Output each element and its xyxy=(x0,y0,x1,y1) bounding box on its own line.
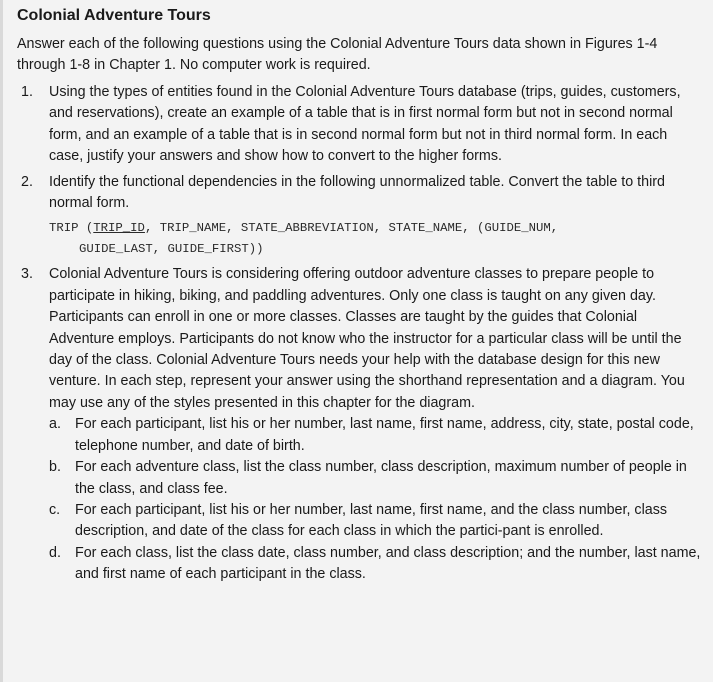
sub-item-text: For each participant, list his or her number, last name, first name, address, city, state, postal code, telephone number, and date of birth. xyxy=(75,416,694,454)
sub-item-d xyxy=(49,543,703,586)
question-3 xyxy=(17,264,703,585)
question-text: Colonial Adventure Tours is considering offering outdoor adventure classes to prepare people to participate in hiking, biking, and paddling adventures. Only one class is taught on any given day. Participants can enroll in one or more classes. Classes are taught by the guides that Colonial Adventure employs. Participants do not know who the instructor for a particular class will be until the day of the class. Colonial Adventure Tours needs your help with the database design for this new venture. In each step, represent your answer using the shorthand representation and a diagram. You may use any of the styles presented in this chapter for the diagram. xyxy=(49,266,685,411)
question-1 xyxy=(17,82,703,168)
sub-item-text: For each participant, list his or her number, last name, first name, and the class number, class description, and date of the class for each class in which the partici-pant is enrolled. xyxy=(75,501,668,540)
sub-item-text: For each adventure class, list the class number, class description, maximum number of people in the class, and class fee. xyxy=(75,459,687,497)
code-line-1 xyxy=(49,218,703,239)
sub-item-letter: a. xyxy=(49,416,61,433)
sub-item-a xyxy=(49,414,703,457)
question-number: 2. xyxy=(21,173,33,190)
section-title: Colonial Adventure Tours xyxy=(17,7,211,24)
question-text: Using the types of entities found in the Colonial Adventure Tours database (trips, guides, customers, and reservations), create an example of a table that is in first normal form but not in second normal form, and an example of a table that is in second normal form but not in third normal form. In each case, justify your answers and show how to convert to the higher forms. xyxy=(49,84,681,165)
question-text: Identify the functional dependencies in the following unnormalized table. Convert the table to third normal form. xyxy=(49,173,665,212)
question-number: 3. xyxy=(21,266,33,283)
intro-paragraph: Answer each of the following questions using the Colonial Adventure Tours data shown in Figures 1-4 through 1-8 in Chapter 1. No computer work is required. xyxy=(17,36,658,73)
sub-item-letter: d. xyxy=(49,544,61,561)
sub-item-c xyxy=(49,500,703,543)
sub-item-letter: c. xyxy=(49,501,61,518)
sub-item-letter: b. xyxy=(49,459,61,476)
question-2 xyxy=(17,172,703,215)
sub-item-text: For each class, list the class date, class number, and class description; and the number, last name, and first name of each participant in the class. xyxy=(75,544,701,583)
code-line-2 xyxy=(49,239,703,260)
code-rest: , TRIP_NAME, STATE_ABBREVIATION, STATE_NAME, (GUIDE_NUM, xyxy=(144,221,559,236)
primary-key: TRIP_ID xyxy=(93,221,145,236)
code-continuation: GUIDE_LAST, GUIDE_FIRST)) xyxy=(79,242,264,257)
code-prefix: TRIP ( xyxy=(49,221,94,236)
table-definition-code xyxy=(17,218,703,260)
sub-item-b xyxy=(49,457,703,500)
question-number: 1. xyxy=(21,84,33,100)
